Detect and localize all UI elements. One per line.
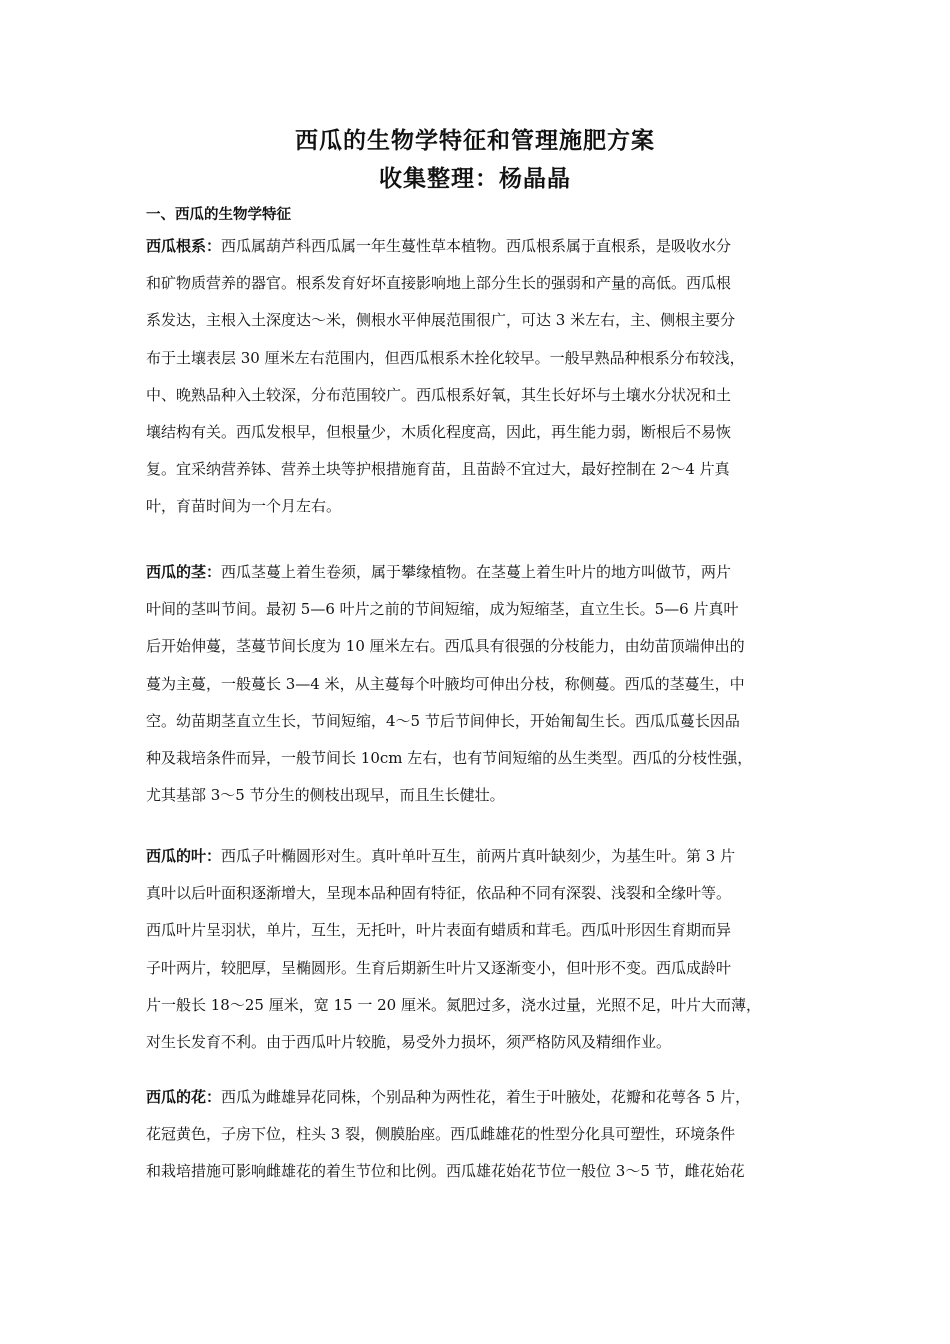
paragraph-root-system — [146, 228, 816, 526]
paragraph-line: 复。宜采纳营养钵、营养土块等护根措施育苗，且苗龄不宜过大，最好控制在 2～4 片真 — [146, 460, 730, 479]
paragraph-line: 中、晚熟品种入土较深，分布范围较广。西瓜根系好氧，其生长好坏与土壤水分状况和土 — [146, 385, 732, 404]
paragraph-text: 西瓜为雌雄异花同株，个别品种为两性花，着生于叶腋处，花瓣和花萼各 5 片， — [221, 1088, 751, 1106]
paragraph-lead: 西瓜的叶： — [146, 847, 222, 865]
paragraph-line: 系发达，主根入土深度达～米，侧根水平伸展范围很广，可达 3 米左右，主、侧根主要分 — [146, 311, 736, 330]
paragraph-stem — [146, 554, 816, 814]
paragraph-line: 西瓜叶片呈羽状，单片，互生，无托叶，叶片表面有蜡质和茸毛。西瓜叶形因生育期而异 — [146, 921, 732, 940]
paragraph-line: 尤其基部 3～5 节分生的侧枝出现早，而且生长健壮。 — [146, 786, 505, 805]
paragraph-line: 和矿物质营养的器官。根系发育好坏直接影响地上部分生长的强弱和产量的高低。西瓜根 — [146, 274, 732, 293]
paragraph-lead: 西瓜的茎： — [146, 563, 222, 581]
paragraph-line: 后开始伸蔓，茎蔓节间长度为 10 厘米左右。西瓜具有很强的分枝能力，由幼苗顶端伸出的 — [146, 637, 745, 656]
paragraph-line: 空。幼苗期茎直立生长，节间短缩，4～5 节后节间伸长，开始匍匐生长。西瓜瓜蔓长因品 — [146, 711, 740, 730]
paragraph-lead: 西瓜根系： — [146, 237, 222, 255]
paragraph-line — [146, 228, 816, 265]
paragraph-flower — [146, 1079, 816, 1191]
paragraph-lead: 西瓜的花： — [146, 1088, 222, 1106]
document-subtitle: 收集整理：杨晶晶 — [379, 165, 571, 192]
paragraph-line: 花冠黄色，子房下位，柱头 3 裂，侧膜胎座。西瓜雌雄花的性型分化具可塑性，环境条件 — [146, 1125, 736, 1144]
paragraph-text: 西瓜属葫芦科西瓜属一年生蔓性草本植物。西瓜根系属于直根系，是吸收水分 — [221, 237, 732, 255]
paragraph-line: 和栽培措施可影响雌雄花的着生节位和比例。西瓜雄花始花节位一般位 3～5 节，雌花始花 — [146, 1162, 745, 1181]
paragraph-line — [146, 838, 816, 875]
paragraph-line — [146, 554, 816, 591]
paragraph-line: 子叶两片，较肥厚，呈椭圆形。生育后期新生叶片又逐渐变小，但叶形不变。西瓜成龄叶 — [146, 958, 732, 977]
paragraph-leaf — [146, 838, 816, 1061]
paragraph-line: 叶，育苗时间为一个月左右。 — [146, 497, 342, 516]
document-title: 西瓜的生物学特征和管理施肥方案 — [295, 127, 655, 154]
paragraph-line: 种及栽培条件而异，一般节间长 10cm 左右，也有节间短缩的丛生类型。西瓜的分枝性强， — [146, 748, 753, 767]
paragraph-text: 西瓜子叶椭圆形对生。真叶单叶互生，前两片真叶缺刻少，为基生叶。第 3 片 — [221, 847, 736, 865]
paragraph-text: 西瓜茎蔓上着生卷须，属于攀缘植物。在茎蔓上着生叶片的地方叫做节，两片 — [221, 563, 732, 581]
paragraph-line: 叶间的茎叫节间。最初 5—6 叶片之前的节间短缩，成为短缩茎，直立生长。5—6 片真叶 — [146, 600, 739, 619]
paragraph-line: 真叶以后叶面积逐渐增大，呈现本品种固有特征，依品种不同有深裂、浅裂和全缘叶等。 — [146, 884, 732, 903]
paragraph-line: 布于土壤表层 30 厘米左右范围内，但西瓜根系木拴化较早。一般早熟品种根系分布较浅， — [146, 348, 745, 367]
paragraph-line: 蔓为主蔓，一般蔓长 3—4 米，从主蔓每个叶腋均可伸出分枝，称侧蔓。西瓜的茎蔓生，中 — [146, 674, 745, 693]
section-heading: 一、西瓜的生物学特征 — [146, 206, 291, 223]
paragraph-line: 片一般长 18～25 厘米，宽 15 一 20 厘米。氮肥过多，浇水过量，光照不足，叶片大而薄， — [146, 995, 761, 1014]
paragraph-line: 对生长发育不利。由于西瓜叶片较脆，易受外力损坏，须严格防风及精细作业。 — [146, 1032, 672, 1051]
paragraph-line — [146, 1079, 816, 1116]
paragraph-line: 壤结构有关。西瓜发根早，但根量少，木质化程度高，因此，再生能力弱，断根后不易恢 — [146, 422, 732, 441]
